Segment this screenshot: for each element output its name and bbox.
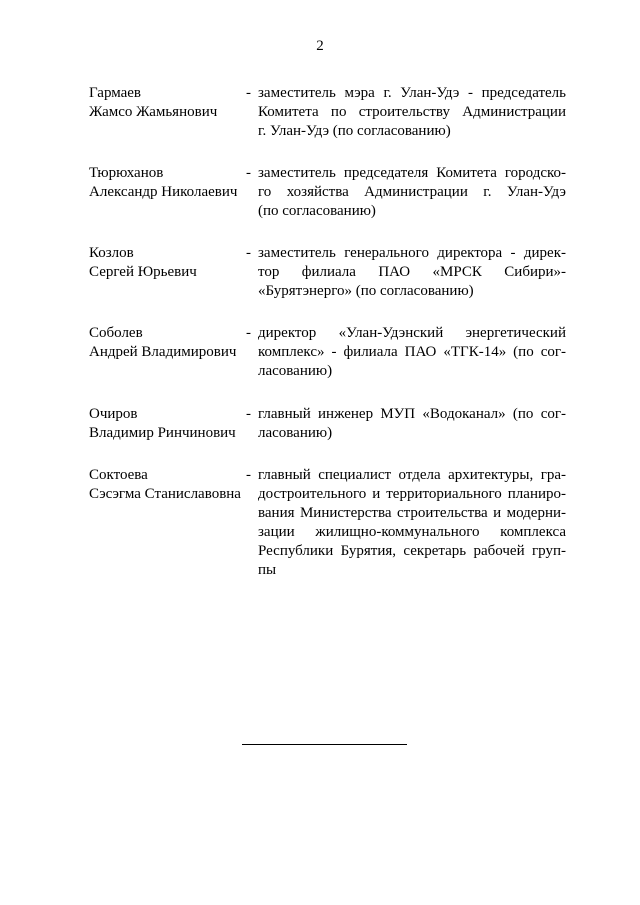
member-given-names: Сэсэгма Станиславовна xyxy=(89,486,241,502)
member-given-names: Александр Николаевич xyxy=(89,184,238,200)
member-given-names: Андрей Владимирович xyxy=(89,344,237,360)
member-surname: Козлов xyxy=(89,245,134,261)
page-number: 2 xyxy=(316,38,324,54)
member-surname: Соболев xyxy=(89,325,143,341)
role-line: заместитель председателя Комитета городско- xyxy=(258,165,566,181)
member-surname: Соктоева xyxy=(89,467,148,483)
role-line: главный инженер МУП «Водоканал» (по сог- xyxy=(258,406,566,422)
member-dash: - xyxy=(246,165,251,181)
member-dash: - xyxy=(246,467,251,483)
role-line: зации жилищно-коммунального комплекса xyxy=(258,524,566,540)
member-name xyxy=(89,164,249,202)
role-line: Республики Бурятия, секретарь рабочей груп- xyxy=(258,543,566,559)
member-given-names: Жамсо Жамьянович xyxy=(89,104,218,120)
closing-rule xyxy=(242,744,407,745)
member-role xyxy=(258,466,566,580)
member-name xyxy=(89,466,249,504)
member-name xyxy=(89,244,249,282)
role-line: ласованию) xyxy=(258,425,333,441)
member-dash: - xyxy=(246,406,251,422)
member-given-names: Сергей Юрьевич xyxy=(89,264,197,280)
member-given-names: Владимир Ринчинович xyxy=(89,425,236,441)
role-line: вания Министерства строительства и модерни- xyxy=(258,505,566,521)
role-line: (по согласованию) xyxy=(258,203,376,219)
member-surname: Гармаев xyxy=(89,85,142,101)
member-dash: - xyxy=(246,85,251,101)
role-line: заместитель генерального директора - дирек- xyxy=(258,245,566,261)
member-name xyxy=(89,405,249,443)
role-line: «Бурятэнерго» (по согласованию) xyxy=(258,283,474,299)
member-role xyxy=(258,84,566,141)
member-name xyxy=(89,324,249,362)
member-role xyxy=(258,244,566,301)
member-dash: - xyxy=(246,245,251,261)
role-line: главный специалист отдела архитектуры, гра- xyxy=(258,467,566,483)
role-line: директор «Улан-Удэнский энергетический xyxy=(258,325,566,341)
role-line: заместитель мэра г. Улан-Удэ - председатель xyxy=(258,85,566,101)
role-line: комплекс» - филиала ПАО «ТГК-14» (по сог- xyxy=(258,344,566,360)
member-dash: - xyxy=(246,325,251,341)
member-role xyxy=(258,164,566,221)
role-line: достроительного и территориального планиро- xyxy=(258,486,566,502)
role-line: Комитета по строительству Администрации xyxy=(258,104,566,120)
role-line: тор филиала ПАО «МРСК Сибири»- xyxy=(258,264,566,280)
member-role xyxy=(258,405,566,443)
member-role xyxy=(258,324,566,381)
member-name xyxy=(89,84,249,122)
member-surname: Очиров xyxy=(89,406,138,422)
role-line: го хозяйства Администрации г. Улан-Удэ xyxy=(258,184,566,200)
role-line: г. Улан-Удэ (по согласованию) xyxy=(258,123,451,139)
role-line: ласованию) xyxy=(258,363,333,379)
role-line: пы xyxy=(258,562,277,578)
member-surname: Тюрюханов xyxy=(89,165,164,181)
